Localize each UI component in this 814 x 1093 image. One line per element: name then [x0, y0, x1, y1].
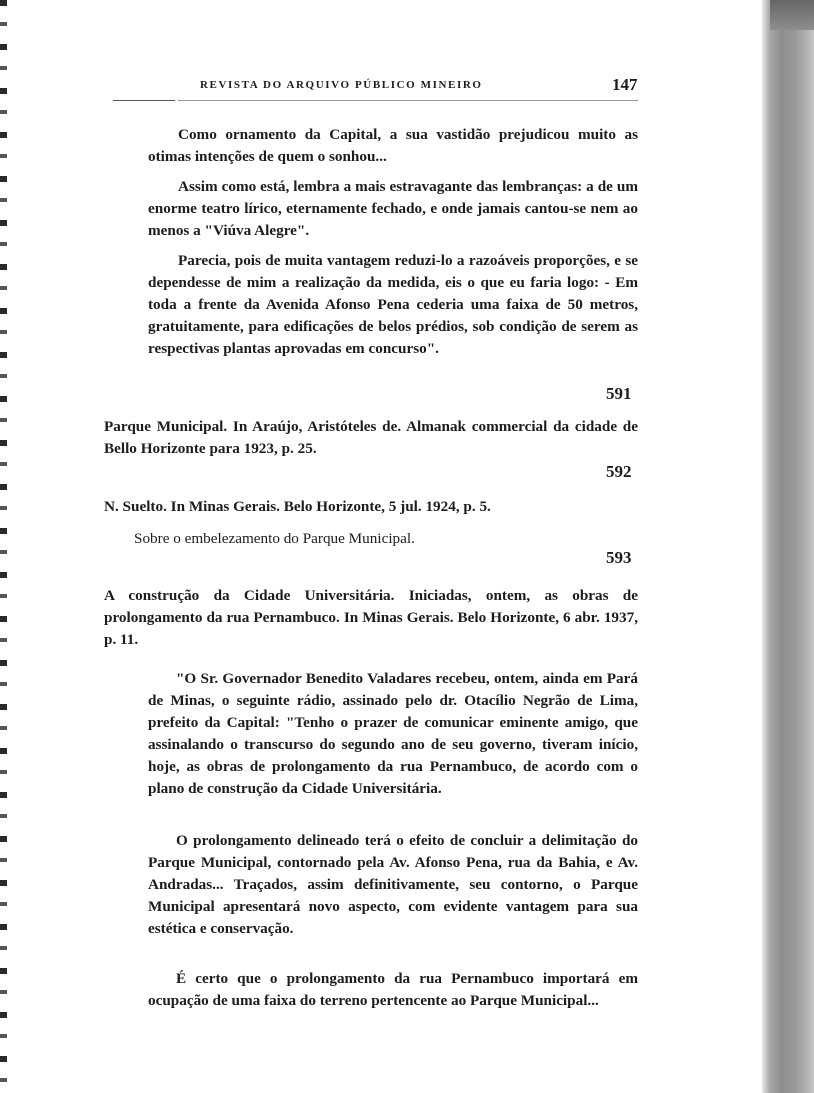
quote-paragraph-3: Parecia, pois de muita vantagem reduzi-lo a razoáveis proporções, e se dependesse de mim a realização da medida, eis o que eu faria logo: - Em toda a frente da Avenida Afonso Pena cederia uma faixa de 50 metros, gratuitamente, para edificações de belos prédios, sob condição de serem as respectivas plantas aprovadas em concurso". [148, 252, 638, 357]
book-spine-top [770, 0, 814, 30]
header-rule-left [113, 100, 175, 101]
entry-593-quote-paragraph-2: O prolongamento delineado terá o efeito de concluir a delimitação do Parque Municipal, contornado pela Av. Afonso Pena, rua da Bahia, e Av. Andradas... Traçados, assim definitivamente, seu contorno, o Parque Municipal apresentará novo aspecto, com evidente vantagem para sua estética e conservação. [148, 832, 638, 937]
quote-paragraph-1: Como ornamento da Capital, a sua vastidão prejudicou muito as otimas intenções de quem o sonhou... [148, 126, 638, 165]
entry-number-592: 592 [606, 462, 632, 481]
binding-edge [0, 0, 7, 1093]
entry-592-note: Sobre o embelezamento do Parque Municipal. [134, 530, 415, 547]
running-title: REVISTA DO ARQUIVO PÚBLICO MINEIRO [200, 79, 483, 91]
quote-paragraph-2: Assim como está, lembra a mais estravagante das lembranças: a de um enorme teatro lírico, eternamente fechado, e onde jamais cantou-se nem ao menos a "Viúva Alegre". [148, 178, 638, 239]
header-rule [178, 100, 638, 101]
entry-number-593: 593 [606, 548, 632, 567]
entry-593-citation: A construção da Cidade Universitária. Iniciadas, ontem, as obras de prolongamento da rua Pernambuco. In Minas Gerais. Belo Horizonte, 6 abr. 1937, p. 11. [104, 587, 638, 648]
entry-592-citation: N. Suelto. In Minas Gerais. Belo Horizonte, 5 jul. 1924, p. 5. [104, 498, 491, 515]
book-spine-shadow [762, 0, 814, 1093]
entry-593-quote-paragraph-3: É certo que o prolongamento da rua Pernambuco importará em ocupação de uma faixa do terreno pertencente ao Parque Municipal... [148, 970, 638, 1009]
entry-591-citation: Parque Municipal. In Araújo, Aristóteles de. Almanak commercial da cidade de Bello Horizonte para 1923, p. 25. [104, 418, 638, 457]
entry-593-quote-paragraph-1: "O Sr. Governador Benedito Valadares recebeu, ontem, ainda em Pará de Minas, o seguinte rádio, assinado pelo dr. Otacílio Negrão de Lima, prefeito da Capital: "Tenho o prazer de comunicar eminente amigo, que assinalando o transcurso do segundo ano de seu governo, tiveram início, hoje, as obras de prolongamento da rua Pernambuco, de acordo com o plano de construção da Cidade Universitária. [148, 670, 638, 797]
entry-number-591: 591 [606, 384, 632, 403]
page-number: 147 [612, 75, 638, 94]
